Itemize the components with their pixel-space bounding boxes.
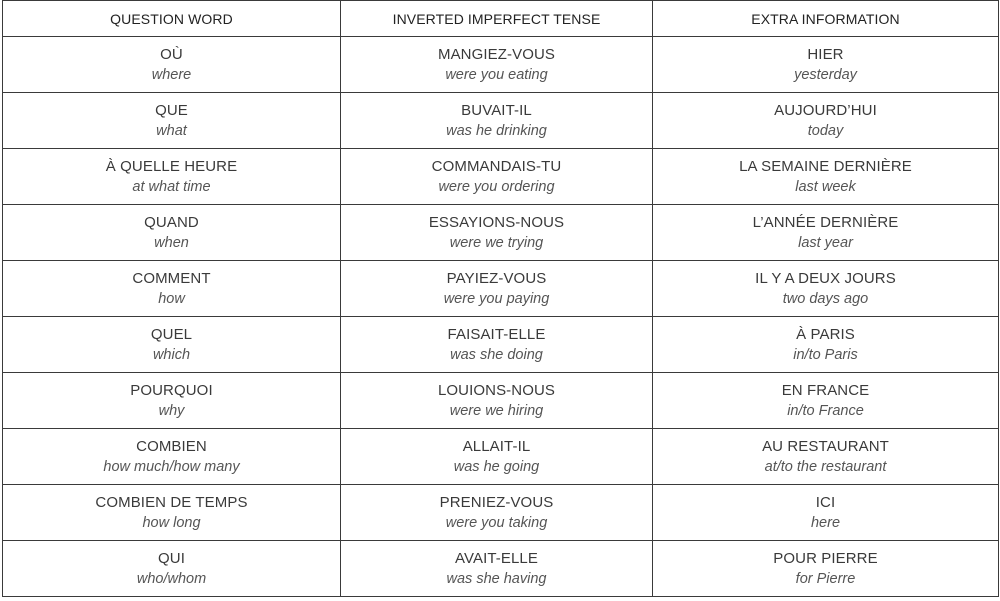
english-translation: who/whom	[136, 570, 207, 587]
english-translation: where	[151, 66, 192, 83]
english-translation: how much/how many	[103, 458, 240, 475]
question-word-cell	[3, 373, 341, 429]
english-translation: today	[807, 122, 844, 139]
french-text: PRENIEZ-VOUS	[439, 493, 554, 511]
french-text: BUVAIT-IL	[461, 101, 532, 119]
english-translation: was she having	[446, 570, 547, 587]
french-text: LOUIONS-NOUS	[437, 381, 556, 399]
table-row	[3, 261, 999, 317]
table-row	[3, 205, 999, 261]
question-word-cell	[3, 37, 341, 93]
table-row	[3, 93, 999, 149]
question-word-cell	[3, 485, 341, 541]
extra-info-cell	[653, 205, 999, 261]
verb-cell	[341, 149, 653, 205]
extra-info-cell	[653, 317, 999, 373]
verb-cell	[341, 37, 653, 93]
french-text: QUE	[155, 101, 188, 119]
english-translation: how	[158, 290, 185, 307]
french-text: AUJOURD’HUI	[774, 101, 877, 119]
verb-cell	[341, 429, 653, 485]
table-row	[3, 485, 999, 541]
question-word-cell	[3, 261, 341, 317]
french-text: ICI	[815, 493, 836, 511]
table-row	[3, 541, 999, 597]
french-text: QUI	[158, 549, 185, 567]
extra-info-cell	[653, 485, 999, 541]
french-text: ALLAIT-IL	[462, 437, 531, 455]
french-text: AU RESTAURANT	[762, 437, 889, 455]
verb-cell	[341, 485, 653, 541]
verb-cell	[341, 373, 653, 429]
verb-cell	[341, 541, 653, 597]
french-text: FAISAIT-ELLE	[447, 325, 546, 343]
english-translation: yesterday	[794, 66, 857, 83]
english-translation: two days ago	[782, 290, 869, 307]
verb-cell	[341, 93, 653, 149]
question-word-cell	[3, 205, 341, 261]
english-translation: in/to France	[787, 402, 864, 419]
english-translation: were you ordering	[438, 178, 555, 195]
french-text: POUR PIERRE	[773, 549, 878, 567]
french-text: QUEL	[150, 325, 193, 343]
header-inverted-imperfect-tense: INVERTED IMPERFECT TENSE	[341, 1, 653, 37]
french-text: IL Y A DEUX JOURS	[755, 269, 896, 287]
english-translation: how long	[142, 514, 201, 531]
french-text: EN FRANCE	[781, 381, 870, 399]
english-translation: were you paying	[443, 290, 550, 307]
table-body	[3, 37, 999, 597]
english-translation: was he going	[453, 458, 540, 475]
french-text: ESSAYIONS-NOUS	[428, 213, 565, 231]
french-text: POURQUOI	[130, 381, 213, 399]
question-word-cell	[3, 429, 341, 485]
english-translation: for Pierre	[795, 570, 856, 587]
english-translation: was he drinking	[446, 122, 547, 139]
french-text: MANGIEZ-VOUS	[437, 45, 556, 63]
table-row	[3, 37, 999, 93]
verb-cell	[341, 261, 653, 317]
english-translation: at what time	[132, 178, 211, 195]
english-translation: what	[156, 122, 187, 139]
english-translation: last year	[798, 234, 853, 251]
extra-info-cell	[653, 261, 999, 317]
extra-info-cell	[653, 429, 999, 485]
extra-info-cell	[653, 93, 999, 149]
french-text: AVAIT-ELLE	[455, 549, 538, 567]
french-text: COMBIEN	[136, 437, 207, 455]
question-word-cell	[3, 317, 341, 373]
verb-cell	[341, 317, 653, 373]
header-question-word: QUESTION WORD	[3, 1, 341, 37]
table-header-row	[3, 1, 999, 37]
english-translation: was she doing	[450, 346, 543, 363]
french-text: OÙ	[160, 45, 183, 63]
table-row	[3, 149, 999, 205]
table-row	[3, 317, 999, 373]
french-text: LA SEMAINE DERNIÈRE	[739, 157, 912, 175]
question-word-cell	[3, 149, 341, 205]
french-text: QUAND	[144, 213, 199, 231]
vocabulary-table	[2, 0, 999, 597]
extra-info-cell	[653, 541, 999, 597]
english-translation: at/to the restaurant	[764, 458, 887, 475]
french-text: À QUELLE HEURE	[105, 157, 238, 175]
table-row	[3, 373, 999, 429]
english-translation: in/to Paris	[793, 346, 858, 363]
extra-info-cell	[653, 149, 999, 205]
english-translation: were we hiring	[449, 402, 544, 419]
french-text: COMBIEN DE TEMPS	[95, 493, 248, 511]
extra-info-cell	[653, 373, 999, 429]
question-word-cell	[3, 541, 341, 597]
extra-info-cell	[653, 37, 999, 93]
english-translation: were you eating	[445, 66, 548, 83]
french-text: L’ANNÉE DERNIÈRE	[752, 213, 899, 231]
french-text: COMMENT	[132, 269, 211, 287]
french-text: HIER	[807, 45, 844, 63]
table-row	[3, 429, 999, 485]
english-translation: here	[810, 514, 841, 531]
header-extra-information: EXTRA INFORMATION	[653, 1, 999, 37]
english-translation: why	[158, 402, 185, 419]
english-translation: were we trying	[449, 234, 544, 251]
english-translation: when	[154, 234, 189, 251]
french-text: À PARIS	[796, 325, 855, 343]
english-translation: were you taking	[445, 514, 548, 531]
question-word-cell	[3, 93, 341, 149]
french-text: PAYIEZ-VOUS	[446, 269, 547, 287]
verb-cell	[341, 205, 653, 261]
english-translation: last week	[795, 178, 856, 195]
french-text: COMMANDAIS-TU	[431, 157, 562, 175]
english-translation: which	[152, 346, 191, 363]
